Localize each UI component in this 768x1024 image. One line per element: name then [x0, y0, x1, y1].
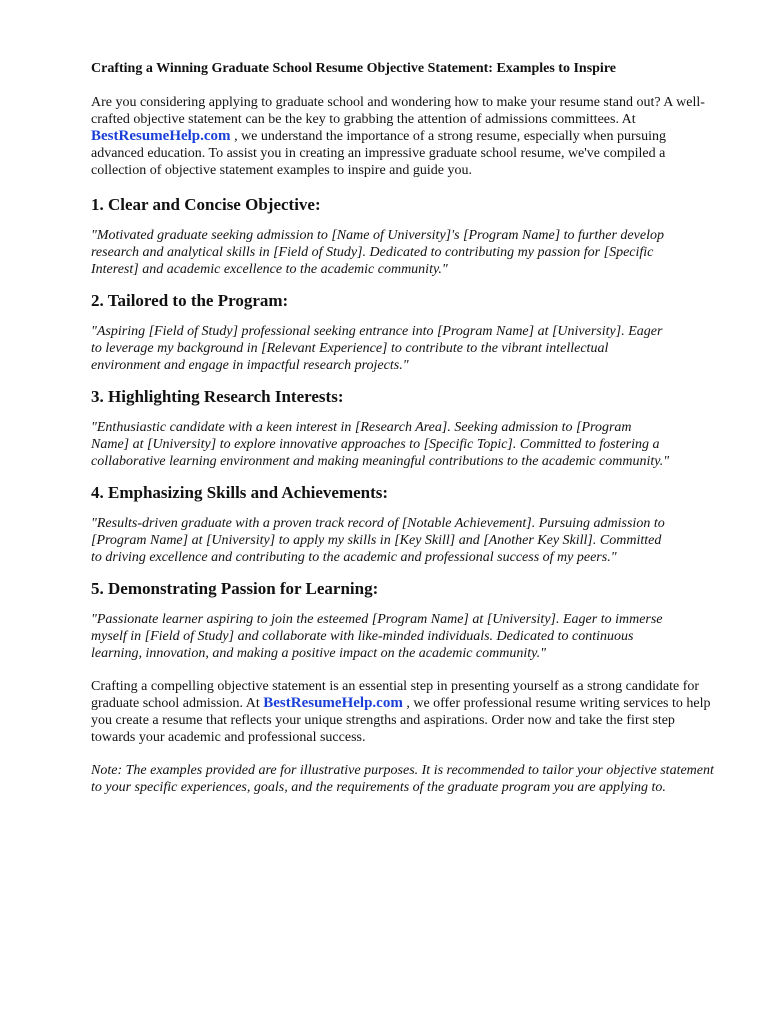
- section-quote-4: [91, 515, 741, 566]
- intro-paragraph: [91, 94, 711, 179]
- quote-line: research and analytical skills in [Field of Study]. Dedicated to contributing my passion for [Specific: [91, 245, 654, 260]
- quote-line: "Results-driven graduate with a proven track record of [Notable Achievement]. Pursuing admission to: [91, 516, 665, 531]
- section-quote-5: [91, 611, 741, 662]
- section-heading-3: 3. Highlighting Research Interests:: [91, 387, 344, 406]
- intro-text-start: Are you considering applying to graduate school and wondering how to make your resume stand out? A well-crafted objective statement can be the key to grabbing the attention of admissions committees. At: [91, 95, 705, 127]
- closing-text-start: Crafting a compelling objective statement is an essential step in presenting yourself as a strong candidate for graduate school admission. At: [91, 679, 700, 711]
- section-quote-2: [91, 323, 741, 374]
- quote-line: "Passionate learner aspiring to join the esteemed [Program Name] at [University]. Eager to immerse: [91, 612, 663, 627]
- quote-line: myself in [Field of Study] and collaborate with like-minded individuals. Dedicated to continuous: [91, 629, 634, 644]
- quote-line: Interest] and academic excellence to the academic community.": [91, 262, 448, 277]
- quote-line: environment and engage in impactful research projects.": [91, 358, 409, 373]
- closing-text-end: , we offer professional resume writing services to help you create a resume that reflects your unique strengths and aspirations. Order now and take the first step towards your academic and professional success.: [91, 696, 711, 745]
- quote-line: to driving excellence and contributing to the academic and professional success of my peers.": [91, 550, 617, 565]
- closing-link-bestresumehelp[interactable]: BestResumeHelp.com: [263, 695, 403, 711]
- section-quote-1: [91, 227, 741, 278]
- intro-link-bestresumehelp[interactable]: BestResumeHelp.com: [91, 128, 231, 144]
- quote-line: learning, innovation, and making a positive impact on the academic community.": [91, 646, 546, 661]
- section-heading-1: 1. Clear and Concise Objective:: [91, 195, 321, 214]
- document-title: Crafting a Winning Graduate School Resume Objective Statement: Examples to Inspire: [91, 61, 616, 76]
- document-page: [91, 60, 741, 796]
- quote-line: "Motivated graduate seeking admission to [Name of University]'s [Program Name] to further develop: [91, 228, 664, 243]
- quote-line: "Enthusiastic candidate with a keen interest in [Research Area]. Seeking admission to [Program: [91, 420, 632, 435]
- closing-paragraph: [91, 678, 721, 746]
- note-paragraph: Note: The examples provided are for illustrative purposes. It is recommended to tailor your objective statement to your specific experiences, goals, and the requirements of the graduate program you are applying to.: [91, 763, 714, 795]
- section-heading-2: 2. Tailored to the Program:: [91, 291, 289, 310]
- quote-line: Name] at [University] to explore innovative approaches to [Specific Topic]. Committed to fostering a: [91, 437, 660, 452]
- intro-text-end: , we understand the importance of a strong resume, especially when pursuing advanced education. To assist you in creating an impressive graduate school resume, we've compiled a collection of objective statement examples to inspire and guide you.: [91, 129, 666, 178]
- quote-line: to leverage my background in [Relevant Experience] to contribute to the vibrant intellectual: [91, 341, 609, 356]
- section-heading-4: 4. Emphasizing Skills and Achievements:: [91, 483, 389, 502]
- section-heading-5: 5. Demonstrating Passion for Learning:: [91, 579, 379, 598]
- quote-line: collaborative learning environment and making meaningful contributions to the academic community.": [91, 454, 670, 469]
- section-quote-3: [91, 419, 741, 470]
- quote-line: [Program Name] at [University] to apply my skills in [Key Skill] and [Another Key Skill]. Committed: [91, 533, 662, 548]
- quote-line: "Aspiring [Field of Study] professional seeking entrance into [Program Name] at [University]. Eager: [91, 324, 663, 339]
